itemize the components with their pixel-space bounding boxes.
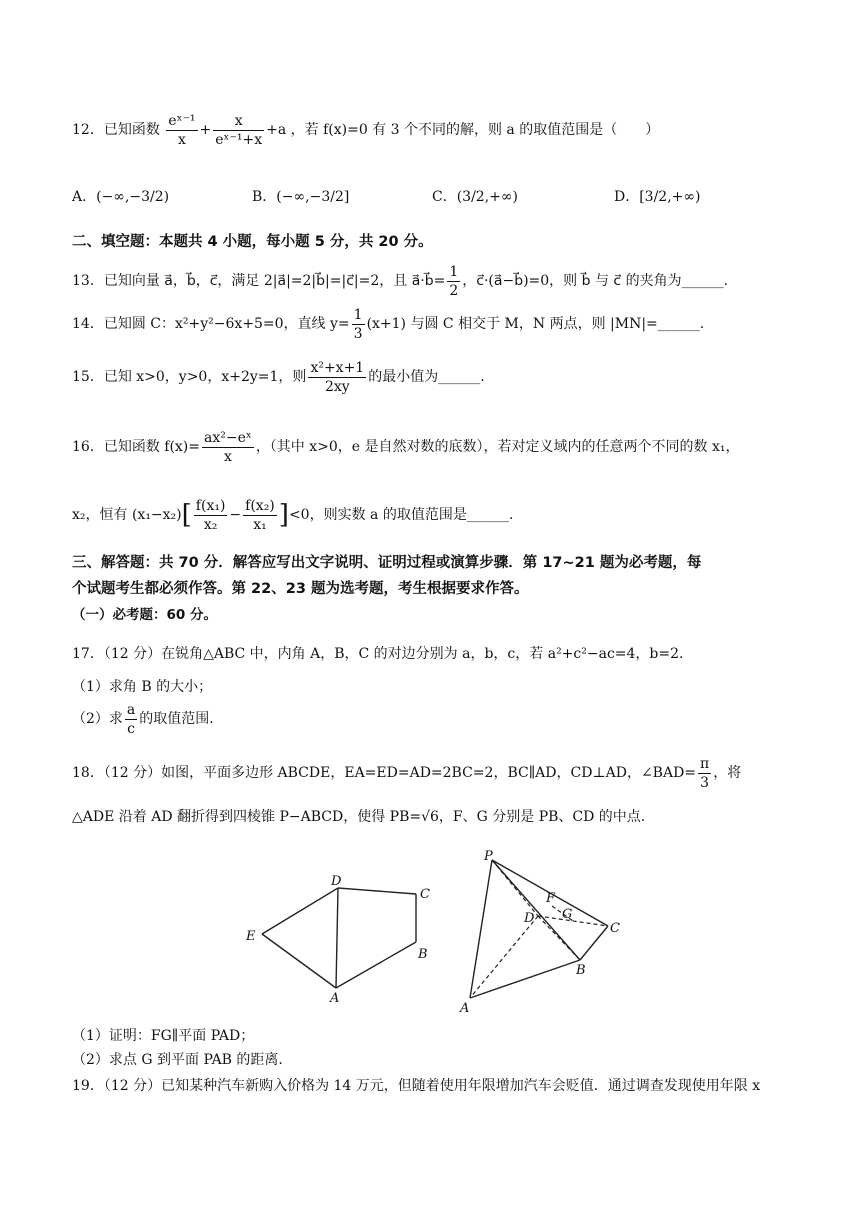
edge-ba: [336, 942, 416, 988]
q12-option-b: B．(−∞,−3/2]: [252, 189, 350, 205]
edge-da: [336, 888, 338, 988]
label-g: G: [562, 907, 573, 922]
label-p: P: [484, 850, 493, 864]
q19-stem: 19．（12 分）已知某种汽车新购入价格为 14 万元，但随着使用年限增加汽车会贬值．通过调查发现使用年限 x: [72, 1078, 761, 1094]
q17-part1: （1）求角 B 的大小；: [72, 679, 213, 695]
q12-option-d: D．[3/2,+∞): [614, 189, 701, 205]
q18-line1: 18．（12 分）如图，平面多边形 ABCDE，EA=ED=AD=2BC=2，BC∥AD，CD⊥AD，∠BAD= $\frac{\pi}{3}$ ，将: [72, 755, 742, 791]
q14-frac: $\frac{1}{3}$: [353, 306, 363, 342]
q14-line: 14．已知圆 C：x²+y²−6x+5=0，直线 y= $\frac{1}{3}$ (x+1) 与圆 C 相交于 M，N 两点，则 |MN|=______.: [72, 306, 705, 342]
edge-ed: [262, 888, 338, 934]
q12-line: 12．已知函数 $\frac{\text{eˣ⁻¹}}{x}$ + $\frac{x}{\text{eˣ⁻¹+x}}$ +a ，若 f(x)=0 有 3 个不同的解，则 a 的取值范围是（ ）: [72, 112, 660, 148]
label-c: C: [610, 921, 620, 936]
q12-frac1: $\frac{\text{eˣ⁻¹}}{x}$: [168, 112, 196, 148]
q12-option-c: C．(3/2,+∞): [432, 189, 519, 205]
figure-polygon: [244, 872, 444, 1022]
q12-suffix: ，若 f(x)=0 有 3 个不同的解，则 a 的取值范围是（ ）: [290, 122, 660, 138]
figure-pyramid: [456, 850, 626, 1030]
section3-heading-2: 个试题考生都必须作答。第 22、23 题为选考题，考生根据要求作答。: [72, 581, 529, 597]
section2-heading: 二、填空题：本题共 4 小题，每小题 5 分，共 20 分。: [72, 234, 433, 250]
label-b: B: [576, 963, 586, 978]
q17-stem: 17．（12 分）在锐角△ABC 中，内角 A，B，C 的对边分别为 a，b，c，若 a²+c²−ac=4，b=2.: [72, 646, 684, 662]
section3-heading-1: 三、解答题：共 70 分．解答应写出文字说明、证明过程或演算步骤．第 17~21 题为必考题，每: [72, 555, 702, 571]
q16-line2: x₂，恒有 (x₁−x₂)[ $\frac{\text{f(x₁)}}{\text{x₂}}$ − $\frac{\text{f(x₂)}}{\text{x₁}}$ ]<0，则实数 a 的取值范围是______.: [72, 497, 514, 533]
edge-pa: [470, 860, 492, 998]
q16-frac: $\frac{\text{ax²−eˣ}}{x}$: [204, 429, 252, 465]
edge-ab: [470, 960, 580, 998]
q13-frac: $\frac{1}{2}$: [449, 263, 459, 299]
edge-ea: [262, 934, 336, 988]
q18-part1: （1）证明：FG∥平面 PAD；: [72, 1028, 255, 1044]
edge-bc: [580, 926, 608, 960]
label-d: D: [331, 874, 342, 889]
q15-frac: $\frac{\text{x²+x+1}}{2xy}$: [310, 359, 365, 395]
label-a: A: [330, 991, 340, 1006]
q12-frac2: $\frac{x}{\text{eˣ⁻¹+x}}$: [215, 112, 263, 148]
label-d: D: [524, 911, 535, 926]
edge-db: [538, 916, 580, 960]
q12-option-a: A．(−∞,−3/2): [72, 189, 170, 205]
edge-pd: [492, 860, 538, 916]
q18-part2: （2）求点 G 到平面 PAB 的距离.: [72, 1052, 283, 1068]
label-c: C: [420, 887, 430, 902]
q18-line2: △ADE 沿着 AD 翻折得到四棱锥 P−ABCD，使得 PB=√6，F、G 分别是 PB、CD 的中点.: [72, 809, 646, 825]
q13-line: 13．已知向量 a⃗，b⃗，c⃗，满足 2|a⃗|=2|b⃗|=|c⃗|=2，且 a⃗·b⃗= $\frac{1}{2}$ ，c⃗·(a⃗−b⃗)=0，则 b⃗ 与 c⃗ 的夹角为______.: [72, 263, 729, 299]
label-e: E: [246, 929, 256, 944]
edge-dc: [338, 888, 416, 894]
q12-prefix: 12．已知函数: [72, 122, 160, 138]
label-a: A: [460, 1001, 470, 1016]
q16-line1: 16．已知函数 f(x)= $\frac{\text{ax²−eˣ}}{x}$ ，（其中 x>0，e 是自然对数的底数），若对定义域内的任意两个不同的数 x₁，: [72, 429, 740, 465]
q15-line: 15．已知 x>0，y>0，x+2y=1，则 $\frac{\text{x²+x+1}}{2xy}$ 的最小值为______.: [72, 359, 485, 395]
label-f: F: [546, 891, 556, 906]
q17-part2: （2）求 $\frac{a}{c}$ 的取值范围.: [72, 701, 214, 737]
section3-sub: （一）必考题：60 分。: [72, 607, 217, 623]
label-b: B: [418, 947, 428, 962]
